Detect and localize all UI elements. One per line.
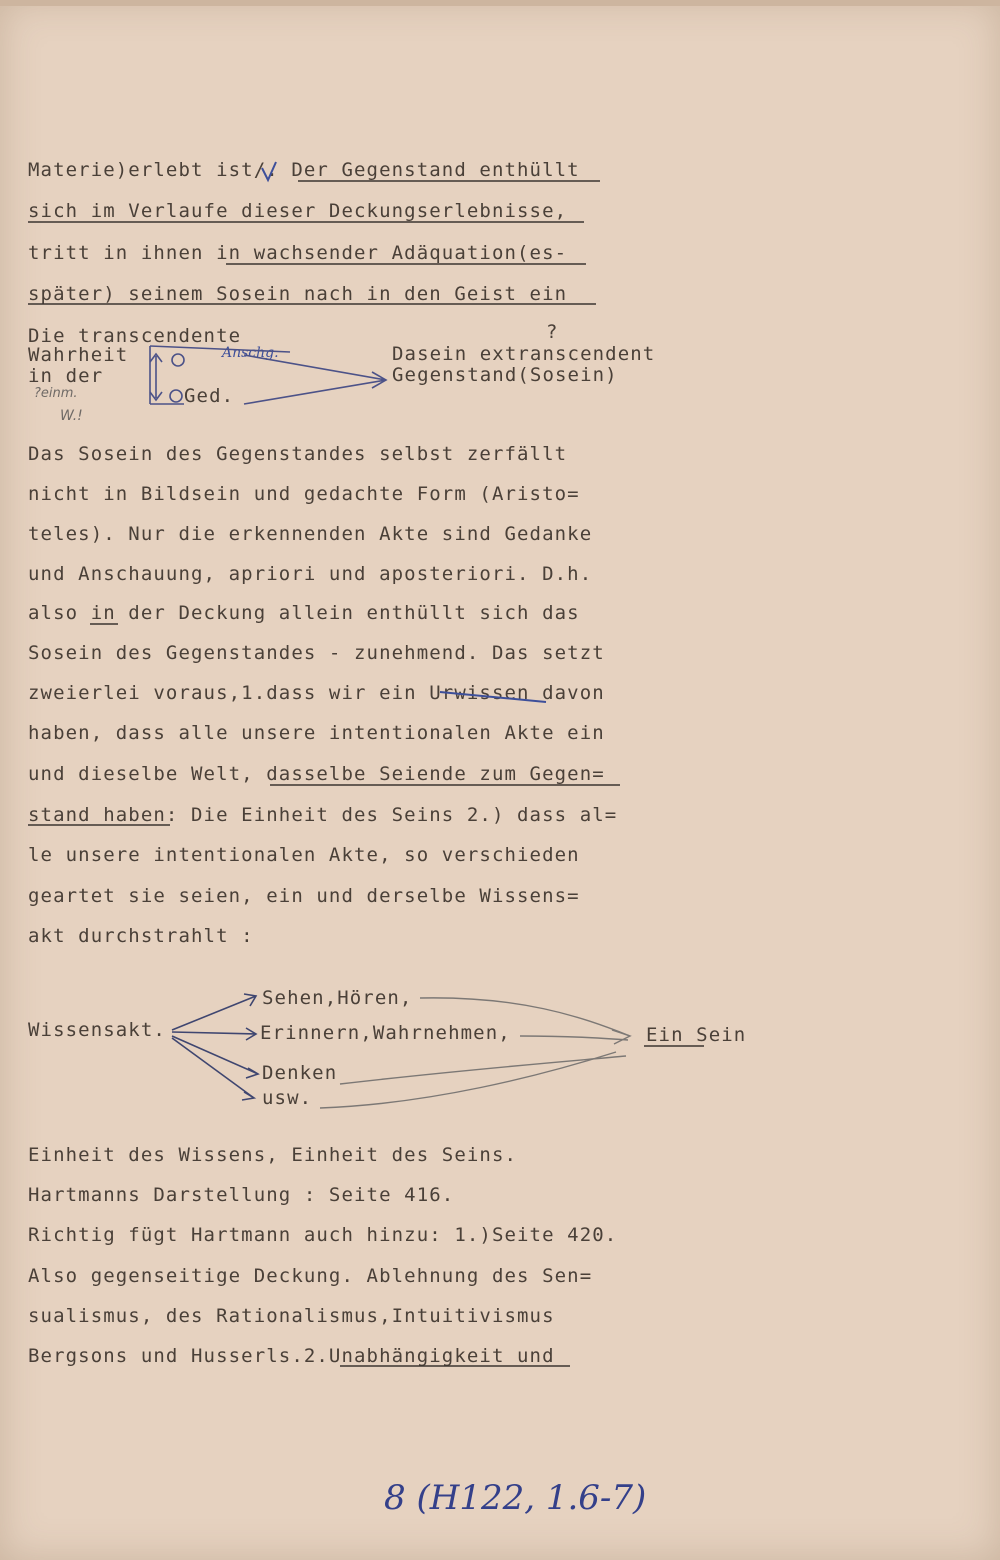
- pencil-note-1: ?einm.: [34, 386, 78, 401]
- pencil-arrow-2: [520, 1036, 628, 1040]
- diagram2-target-4: usw.: [262, 1087, 313, 1109]
- text-line-3: tritt in ihnen in wachsender Adäquation(es-: [28, 242, 568, 264]
- diagram1-box-top: [150, 346, 290, 352]
- pencil-arrow-3: [340, 1056, 626, 1084]
- diagram1-lower-converge: [244, 380, 386, 404]
- diagram2-source: Wissensakt.: [28, 1019, 166, 1041]
- text-line-11: zweierlei voraus,1.dass wir ein Urwissen davon: [28, 682, 605, 704]
- diagram1-right-label-2: Gegenstand(Sosein): [392, 364, 618, 386]
- arrow-to-denken: [172, 1036, 258, 1074]
- text-line-5: Das Sosein des Gegenstandes selbst zerfällt: [28, 443, 568, 465]
- text-line-20: Richtig fügt Hartmann auch hinzu: 1.)Seite 420.: [28, 1224, 618, 1246]
- arrow-to-usw: [172, 1038, 254, 1098]
- blue-correction-mark: [262, 162, 276, 180]
- arrow-to-erinnern: [172, 1032, 256, 1034]
- pencil-note-2: W.!: [60, 408, 83, 424]
- pencil-arrow-1: [420, 998, 630, 1036]
- diagram2-target-1: Sehen,Hören,: [262, 987, 413, 1009]
- diagram1-box-bottom-label: Ged.: [184, 385, 235, 407]
- diagram2-target-2: Erinnern,Wahrnehmen,: [260, 1022, 511, 1044]
- diagram1-box-top-label: Anschg.: [222, 345, 279, 361]
- diagram1-left-label-3: in der: [28, 365, 104, 387]
- archive-number: 8 (H122, 1.6-7): [384, 1478, 647, 1518]
- text-line-9: also in der Deckung allein enthüllt sich das: [28, 602, 580, 624]
- text-line-21: Also gegenseitige Deckung. Ablehnung des Sen=: [28, 1265, 593, 1287]
- diagram1-left-label-1: Die transcendente: [28, 325, 242, 347]
- text-line-12: haben, dass alle unsere intentionalen Akte ein: [28, 722, 605, 744]
- diagram2-result: Ein Sein: [646, 1024, 747, 1046]
- text-line-23: Bergsons und Husserls.2.Unabhängigkeit und: [28, 1345, 555, 1367]
- text-line-13: und dieselbe Welt, dasselbe Seiende zum Gegen=: [28, 763, 605, 785]
- text-line-22: sualismus, des Rationalismus,Intuitivismus: [28, 1305, 555, 1327]
- blue-underline-urwissen: [440, 692, 546, 702]
- text-line-2: sich im Verlaufe dieser Deckungserlebnisse,: [28, 200, 568, 222]
- text-line-19: Hartmanns Darstellung : Seite 416.: [28, 1184, 455, 1206]
- diagram1-question-mark: ?: [546, 321, 559, 343]
- diagram1-circle-top: [172, 354, 184, 366]
- diagram1-double-arrow: [150, 354, 162, 400]
- text-line-1: Materie)erlebt ist/. Der Gegenstand enthüllt: [28, 159, 580, 181]
- text-line-4: später) seinem Sosein nach in den Geist ein: [28, 283, 568, 305]
- diagram1-circle-bottom: [170, 390, 182, 402]
- diagram1-right-label-1: Dasein extranscendent: [392, 343, 656, 365]
- text-line-8: und Anschauung, apriori und aposteriori. D.h.: [28, 563, 593, 585]
- arrow-to-sehen: [172, 996, 256, 1030]
- text-line-7: teles). Nur die erkennenden Akte sind Gedanke: [28, 523, 593, 545]
- text-line-6: nicht in Bildsein und gedachte Form (Aristo=: [28, 483, 580, 505]
- text-line-17: akt durchstrahlt :: [28, 925, 254, 947]
- diagram1-left-label-2: Wahrheit: [28, 344, 129, 366]
- text-line-16: geartet sie seien, ein und derselbe Wissens=: [28, 885, 580, 907]
- diagram1-upper-converge: [244, 355, 386, 380]
- diagram2-target-3: Denken: [262, 1062, 338, 1084]
- text-line-10: Sosein des Gegenstandes - zunehmend. Das setzt: [28, 642, 605, 664]
- text-line-18: Einheit des Wissens, Einheit des Seins.: [28, 1144, 518, 1166]
- text-line-14: stand haben: Die Einheit des Seins 2.) dass al=: [28, 804, 618, 826]
- text-line-15: le unsere intentionalen Akte, so verschieden: [28, 844, 580, 866]
